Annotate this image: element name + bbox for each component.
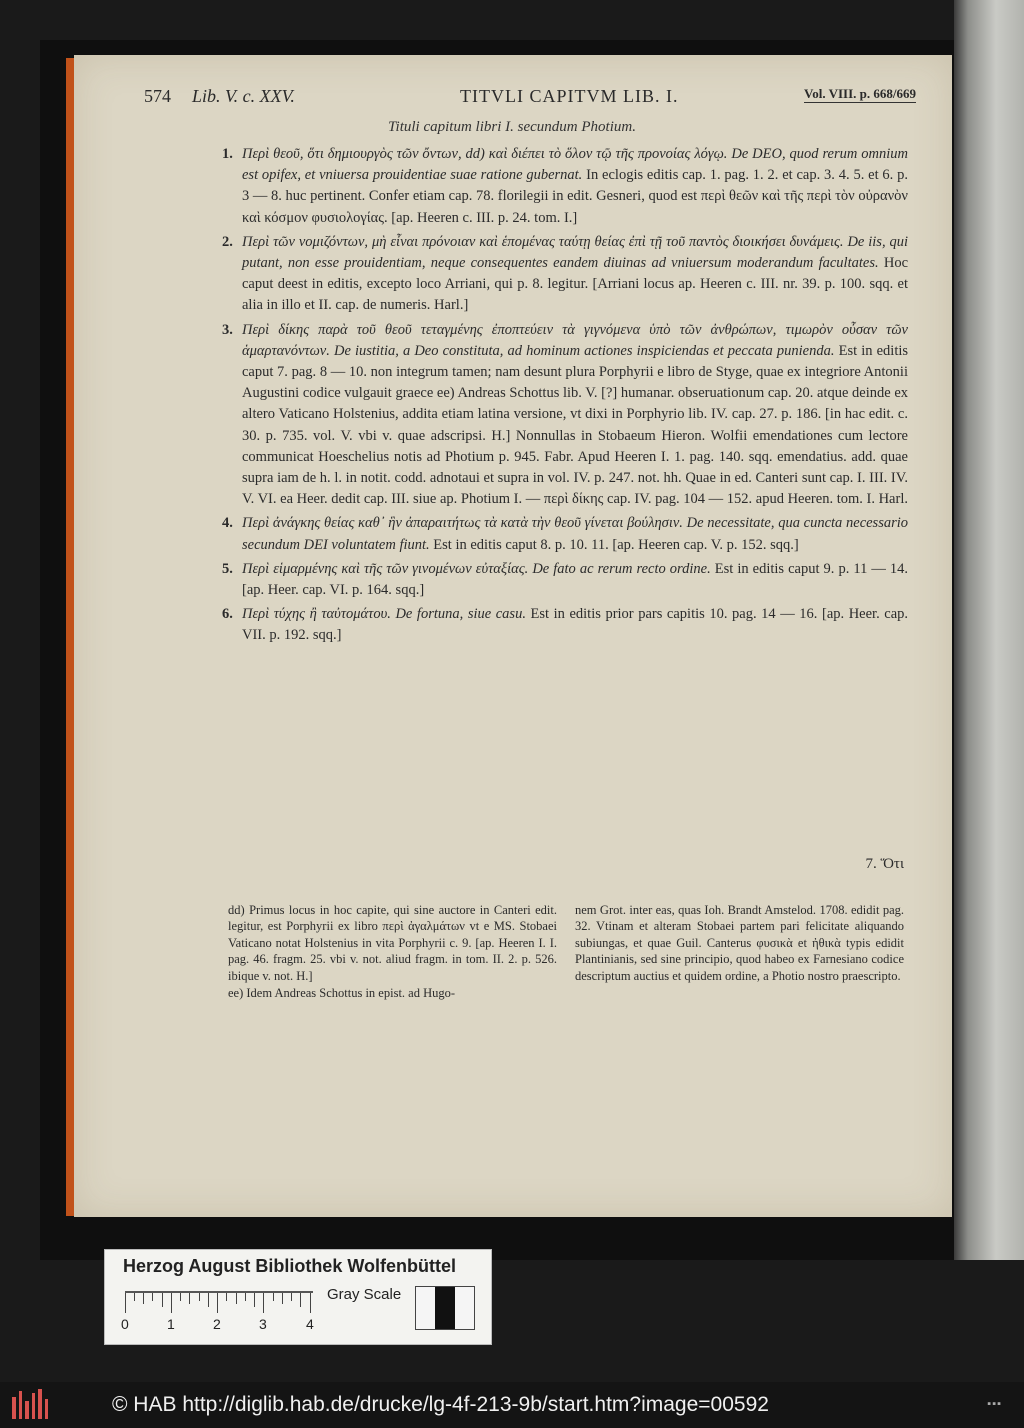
footnote: nem Grot. inter eas, quas Ioh. Brandt Amstelod. 1708. edidit pag. 32. Vtinam et alteram Stobaei partem pari felicitate aliquando subiungas, et quae Guil. Canterus φυσικὰ et ἠθικὰ typis edidit Plantinianis, sed sine principio, quod habeo ex Farnesiano codice descriptum auctius et quidem ordine, a Photio nostro praescripto.	[575, 903, 904, 983]
entry-greek: Περὶ εἱμαρμένης καὶ τῆς τῶν γινομένων εὐταξίας.	[242, 560, 529, 577]
entry-number: 6.	[222, 606, 233, 623]
chapter-entries	[222, 144, 908, 650]
copyright-url[interactable]: © HAB http://diglib.hab.de/drucke/lg-4f-213-9b/start.htm?image=00592	[112, 1393, 769, 1416]
entry-commentary: In eclogis editis cap. 1. pag. 1. 2. et cap. 3. 4. 5. et 6. p. 3 — 8. huc pertinent. Confer etiam cap. 78. florilegii in edit. Gesneri, quod est περὶ θεῶν καὶ τῆς περὶ τὸν οὐρανὸν καὶ κόσμον φυσιολογίας. [ap. Heeren c. III. p. 24. tom. I.]	[242, 167, 908, 226]
ruler-tick	[180, 1293, 181, 1301]
ruler-tick	[254, 1293, 255, 1307]
running-title: TITVLI CAPITVM LIB. I.	[460, 86, 679, 106]
ruler-tick	[189, 1293, 190, 1304]
footnote: dd) Primus locus in hoc capite, qui sine auctore in Canteri edit. legitur, est Porphyrii ex libro περὶ ἀγαλμάτων vt e MS. Stobaei Vaticano notat Holstenius in vita Porphyrii c. 9. [ap. Heeren I. I. pag. 46. fragm. 25. vbi v. not. aliud fragm. in tom. II. 2. p. 526. ibique v. not. H.]	[228, 903, 557, 983]
ruler-number: 3	[259, 1316, 267, 1332]
entry-latin: De fato ac rerum recto ordine.	[532, 560, 711, 577]
entry-number: 1.	[222, 146, 233, 162]
entry-2	[222, 232, 908, 317]
ruler-tick	[208, 1293, 209, 1307]
black-swatch	[435, 1287, 454, 1329]
footnote: ee) Idem Andreas Schottus in epist. ad Hugo-	[228, 986, 456, 1001]
entry-commentary: Hoc caput deest in editis, excepto loco Arriani, qui p. 8. legitur. [Arriani locus ap. Heeren c. III. nr. 39. p. 100. sqq. et alia in illo et II. cap. de numeris. Harl.]	[242, 255, 909, 314]
entry-greek: Περὶ τύχης ἢ ταὐτομάτου.	[242, 606, 391, 623]
entry-greek: Περὶ τῶν νομιζόντων, μὴ εἶναι πρόνοιαν καὶ ἑπομένας ταύτῃ θείας ἐπὶ τῇ τοῦ παντὸς διοικήσει δυνάμεις.	[242, 233, 844, 250]
ruler-tick	[291, 1293, 292, 1301]
ruler-tick	[263, 1293, 264, 1313]
ruler-number: 1	[167, 1316, 175, 1332]
ruler-tick	[273, 1293, 274, 1301]
ruler-number: 4	[306, 1316, 314, 1332]
white-swatch	[416, 1287, 435, 1329]
ruler-tick	[217, 1293, 218, 1313]
entry-greek: Περὶ δίκης παρὰ τοῦ θεοῦ τεταγμένης ἐποπτεύειν τὰ γιγνόμενα ὑπὸ τῶν ἀνθρώπων, τιμωρὸν οὖσαν τῶν ἁμαρτανόντων.	[242, 321, 908, 359]
ruler-number: 2	[213, 1316, 221, 1332]
scale-ruler	[125, 1291, 313, 1317]
ruler-tick	[236, 1293, 237, 1304]
entry-number: 4.	[222, 515, 233, 532]
ruler-tick	[125, 1293, 126, 1313]
ruler-numbers	[117, 1316, 327, 1336]
entry-greek: Περὶ θεοῦ, ὅτι δημιουργὸς τῶν ὄντων, dd) καὶ διέπει τὸ ὅλον τῷ τῆς προνοίας λόγῳ.	[242, 146, 728, 162]
entry-number: 2.	[222, 233, 233, 250]
ruler-tick	[199, 1293, 200, 1301]
catchword: 7. Ὅτι	[865, 856, 904, 872]
footnotes-left-column	[228, 902, 557, 1002]
entry-4	[222, 513, 908, 555]
ruler-tick	[162, 1293, 163, 1307]
ruler-tick	[171, 1293, 172, 1313]
entry-commentary: Est in editis caput 8. p. 10. 11. [ap. Heeren cap. V. p. 152. sqq.]	[433, 536, 799, 553]
color-target-card	[104, 1249, 492, 1345]
adjacent-page-edge	[954, 0, 1024, 1260]
more-icon[interactable]: ▪▪▪	[987, 1398, 1002, 1410]
ruler-tick	[226, 1293, 227, 1301]
book-chapter-ref: Lib. V. c. XXV.	[192, 86, 295, 106]
page-edge-colored	[66, 58, 74, 1216]
entry-1	[222, 144, 908, 229]
ruler-tick	[245, 1293, 246, 1301]
entry-commentary: Est in editis prior pars capitis 10. pag. 14 — 16. [ap. Heer. cap. VII. p. 192. sqq.]	[242, 606, 909, 644]
footnotes-right-column	[575, 902, 904, 1002]
ruler-tick	[152, 1293, 153, 1301]
entry-3	[222, 320, 908, 511]
hab-logo-icon	[12, 1389, 48, 1419]
ruler-tick	[134, 1293, 135, 1301]
entry-greek: Περὶ ἀνάγκης θείας καθ᾽ ἣν ἀπαραιτήτως τὰ κατὰ τὴν θεοῦ γίνεται βούλησιν.	[242, 515, 683, 532]
viewer-footer	[0, 1382, 1024, 1428]
entry-latin: De DEO, quod rerum omnium est opifex, et vniuersa prouidentiae suae ratione gubernat.	[242, 146, 908, 184]
entry-commentary: Est in editis caput 7. pag. 8 — 10. non integrum tamen; nam desunt plura Porphyrii e libro de Styge, quae ex integriore Antonii Augustini codice vulgauit graece ee) Andreas Schottus lib. V. [?] humanar. obseruationum cap. 20. atque deinde ex altero Vaticano Holstenius, addita etiam latina versione, vt dixi in Porphyrio lib. IV. cap. 27. p. 186. [in hac edit. c. 30. p. 735. vol. V. vbi v. quae adscripsi. H.] Nonnullas in Stobaeum Hieron. Wolfii emendationes cum lectore communicat Hoeschelius notis ad Photium p. 945. Fabr. Apud Heeren I. 1. pag. 140. sqq. emendatius. add. quae supra iam de h. l. in notit. codd. adnotaui et supra in vol. IV. p. 247. not. hh. Quae in ed. Canteri sunt cap. I. III. IV. V. VI. ea Heer. dedit cap. III. siue ap. Photium I. — περὶ δίκης cap. IV. pag. 104 — 152. apud Heeren. tom. I. Harl.	[242, 342, 909, 508]
entry-latin: De fortuna, siue casu.	[395, 606, 526, 623]
entry-6	[222, 604, 908, 646]
ruler-tick	[143, 1293, 144, 1304]
white-swatch	[455, 1287, 474, 1329]
entry-number: 3.	[222, 321, 233, 338]
entry-latin: De iustitia, a Deo constituta, ad hominum actiones inspiciendas et peccata punienda.	[333, 342, 835, 359]
entry-number: 5.	[222, 560, 233, 577]
gray-scale-swatches	[415, 1286, 475, 1330]
section-subtitle: Tituli capitum libri I. secundum Photium.	[388, 119, 636, 135]
page-number: 574	[144, 86, 171, 106]
entry-latin: De iis, qui putant, non esse prouidentiam, neque consequentes eandem diuinas ad vniuersum moderandum facultates.	[242, 233, 909, 272]
running-header	[144, 86, 916, 112]
gray-scale-label: Gray Scale	[327, 1286, 402, 1303]
ruler-tick	[282, 1293, 283, 1304]
entry-commentary: Est in editis caput 9. p. 11 — 14. [ap. Heer. cap. VI. p. 164. sqq.]	[242, 560, 909, 599]
volume-ref: Vol. VIII. p. 668/669	[804, 86, 916, 101]
entry-5	[222, 559, 908, 601]
ruler-tick	[310, 1293, 311, 1313]
library-name: Herzog August Bibliothek Wolfenbüttel	[123, 1256, 456, 1276]
ruler-tick	[300, 1293, 301, 1307]
ruler-number: 0	[121, 1316, 129, 1332]
entry-latin: De necessitate, qua cuncta necessario secundum DEI voluntatem fiunt.	[242, 515, 909, 553]
footnotes	[228, 902, 904, 1002]
